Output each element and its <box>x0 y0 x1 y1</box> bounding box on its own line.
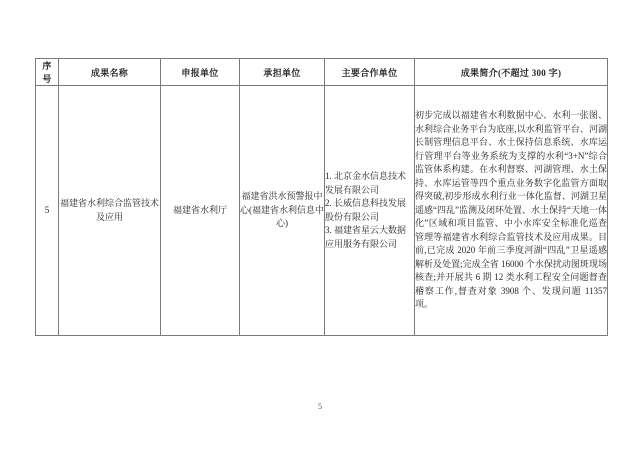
col-header-result-summary: 成果简介(不超过 300 字) <box>415 59 608 86</box>
table-row <box>36 86 608 336</box>
cell-applicant-unit: 福建省水利厅 <box>161 86 240 336</box>
col-header-partner-units: 主要合作单位 <box>325 59 415 86</box>
partner-item: 1. 北京金水信息技术发展有限公司 <box>325 171 407 195</box>
page-number: 5 <box>318 402 322 411</box>
col-header-applicant-unit: 申报单位 <box>161 59 240 86</box>
results-table <box>35 58 608 336</box>
cell-result-summary: 初步完成以福建省水利数据中心、水利一张图、水利综合业务平台为底座,以水利监管平台、河湖长制管理信息平台、水土保持信息系统、水库运行管理平台等业务系统为支撑的水利“3+N”综合监管体系构建。在水利督察、河湖管理、水土保持、水库运管等四个重点业务数字化监管方面取得突破,初步形成水利行业一体化监督、河湖卫星遥感“四乱”监测及闭环处置、水土保持“天地一体化”区域和项目监管、中小水库安全标准化巡查管理等福建省水利综合监管技术及应用成果。目前,已完成 2020 年前三季度河湖“四乱”卫星遥感解析及处置;完成全省 16000 个水保扰动图斑现场核查;并开展共 6 期 12 类水利工程安全问题督查稽察工作,督查对象 3908 个、发现问题 11357 项。 <box>415 86 608 336</box>
cell-undertaking-unit: 福建省洪水预警报中心(福建省水利信息中心) <box>240 86 325 336</box>
cell-index: 5 <box>36 86 59 336</box>
partner-item: 3. 福建省星云大数据应用服务有限公司 <box>325 225 407 249</box>
table-header-row <box>36 59 608 86</box>
col-header-undertaking-unit: 承担单位 <box>240 59 325 86</box>
cell-partner-units <box>325 86 415 336</box>
col-header-result-name: 成果名称 <box>59 59 161 86</box>
cell-result-name: 福建省水利综合监管技术及应用 <box>59 86 161 336</box>
partner-item: 2. 长威信息科技发展股份有限公司 <box>325 198 407 222</box>
col-header-index: 序号 <box>36 59 59 86</box>
